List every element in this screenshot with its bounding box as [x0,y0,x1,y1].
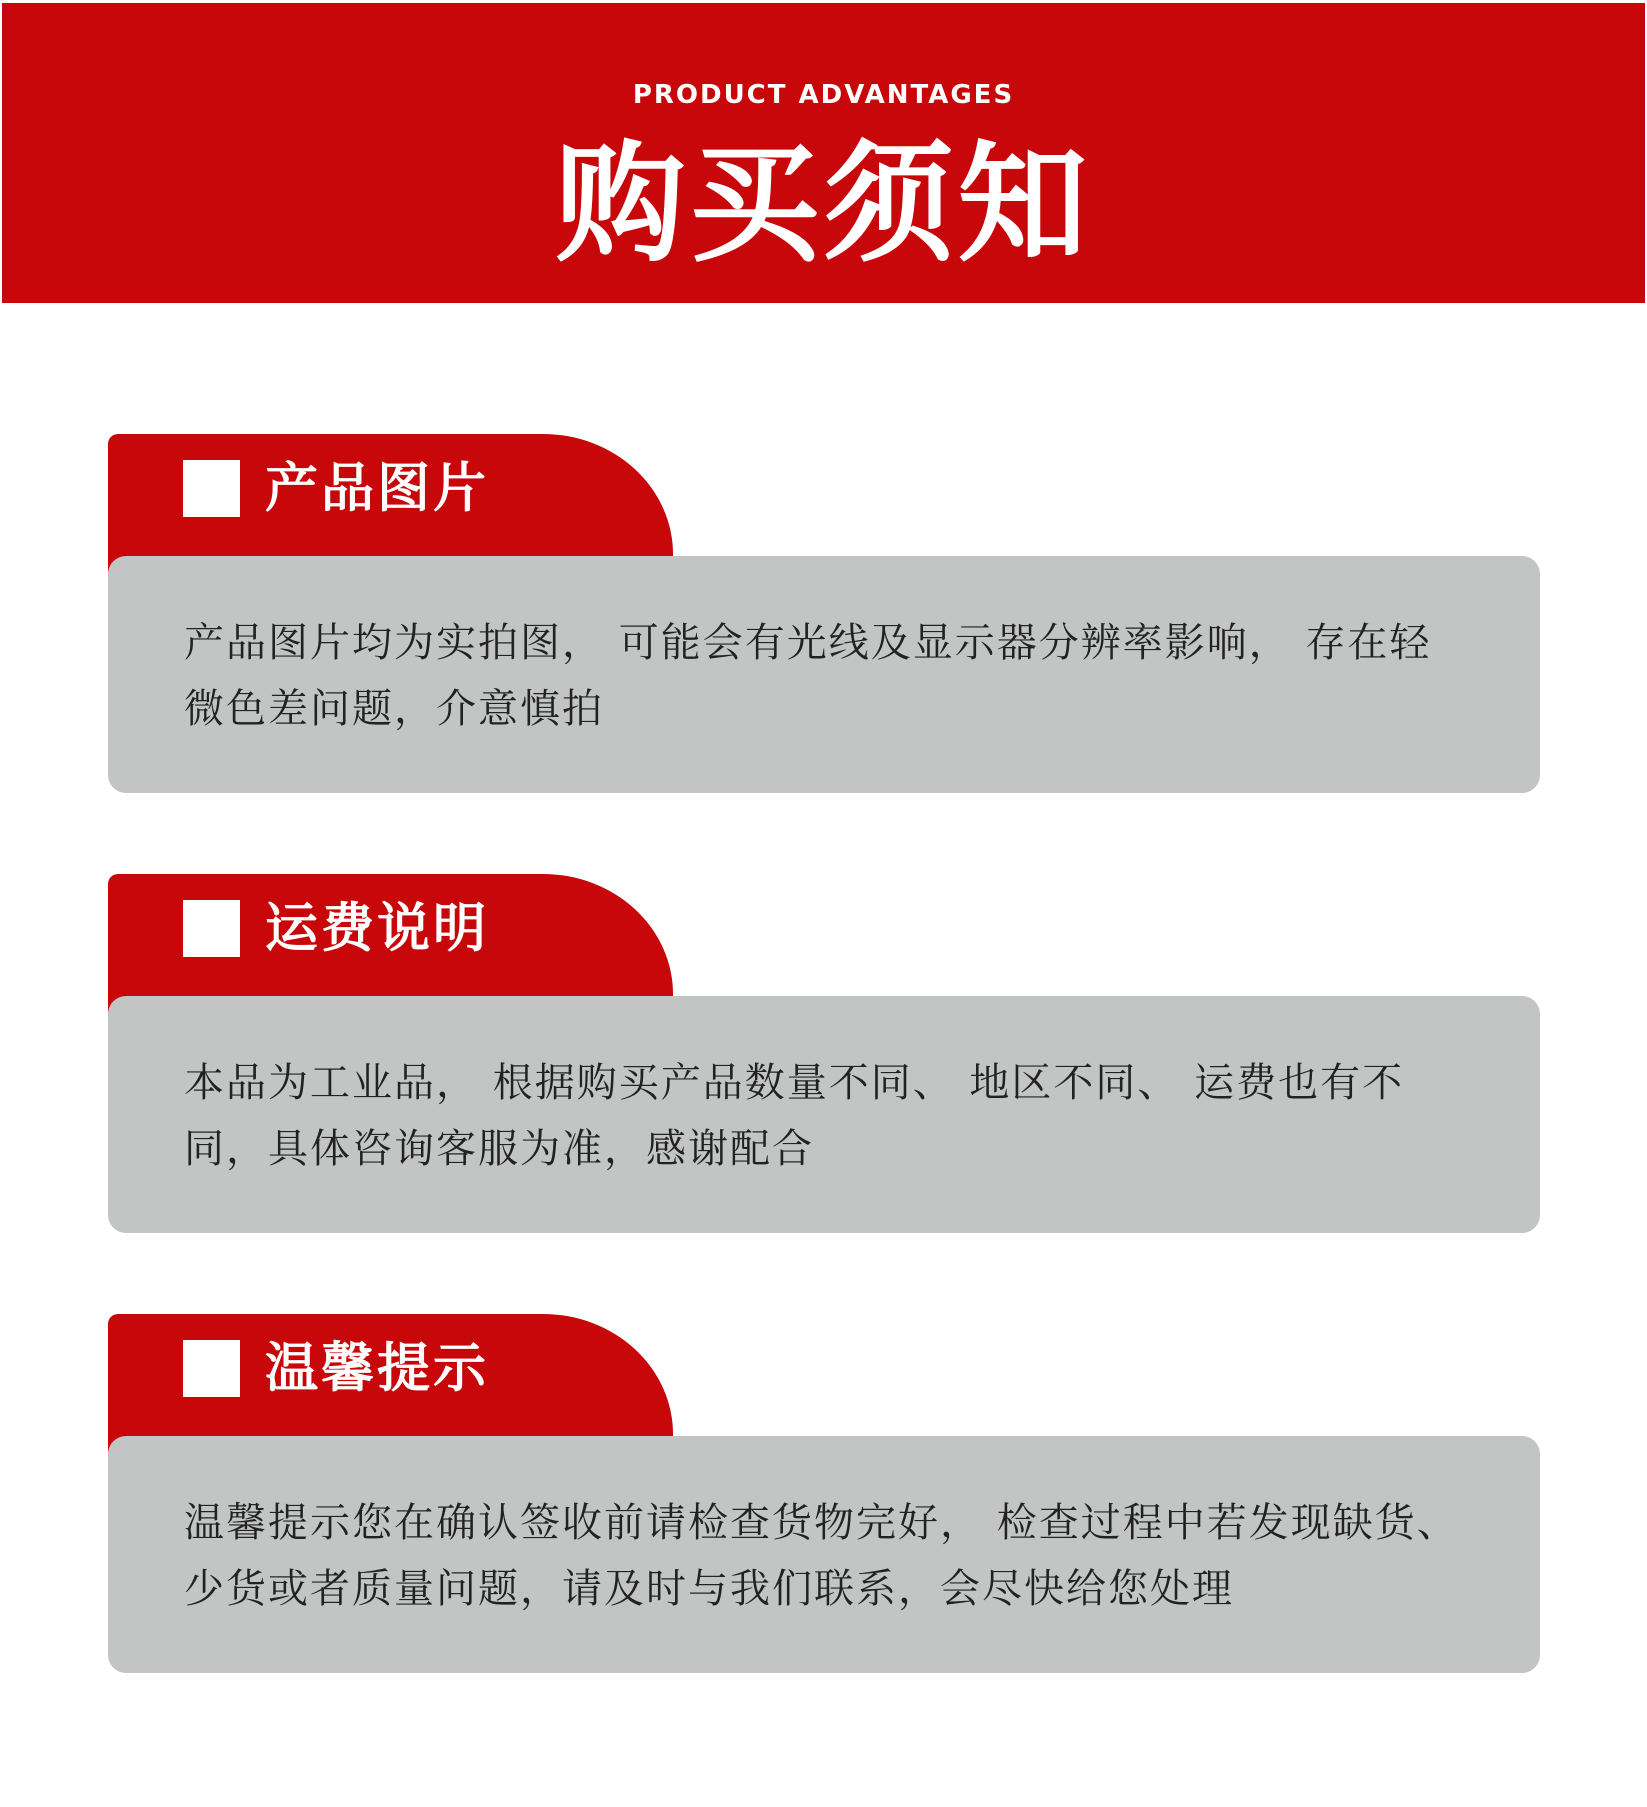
square-bullet-icon [183,1340,240,1397]
header-banner [2,3,1645,303]
section-text: 产品图片均为实拍图， 可能会有光线及显示器分辨率影响， 存在轻微色差问题，介意慎拍 [184,620,1432,732]
section-product-images [108,434,1540,794]
section-card [108,996,1540,1233]
section-title: 产品图片 [265,458,489,519]
section-card [108,1436,1540,1673]
section-shipping [108,874,1540,1234]
section-tab [108,874,673,1014]
section-tab [108,434,673,574]
section-title: 温馨提示 [265,1338,489,1399]
header-subtitle: PRODUCT ADVANTAGES [632,80,1015,110]
section-card [108,556,1540,793]
section-text: 温馨提示您在确认签收前请检查货物完好， 检查过程中若发现缺货、少货或者质量问题，请及时与我们联系，会尽快给您处理 [184,1500,1459,1612]
page-title: 购买须知 [555,128,1092,280]
section-tab [108,1314,673,1454]
section-title: 运费说明 [265,898,489,959]
square-bullet-icon [183,460,240,517]
section-reminder [108,1314,1540,1674]
square-bullet-icon [183,900,240,957]
section-text: 本品为工业品， 根据购买产品数量不同、 地区不同、 运费也有不同，具体咨询客服为准，感谢配合 [184,1060,1405,1172]
